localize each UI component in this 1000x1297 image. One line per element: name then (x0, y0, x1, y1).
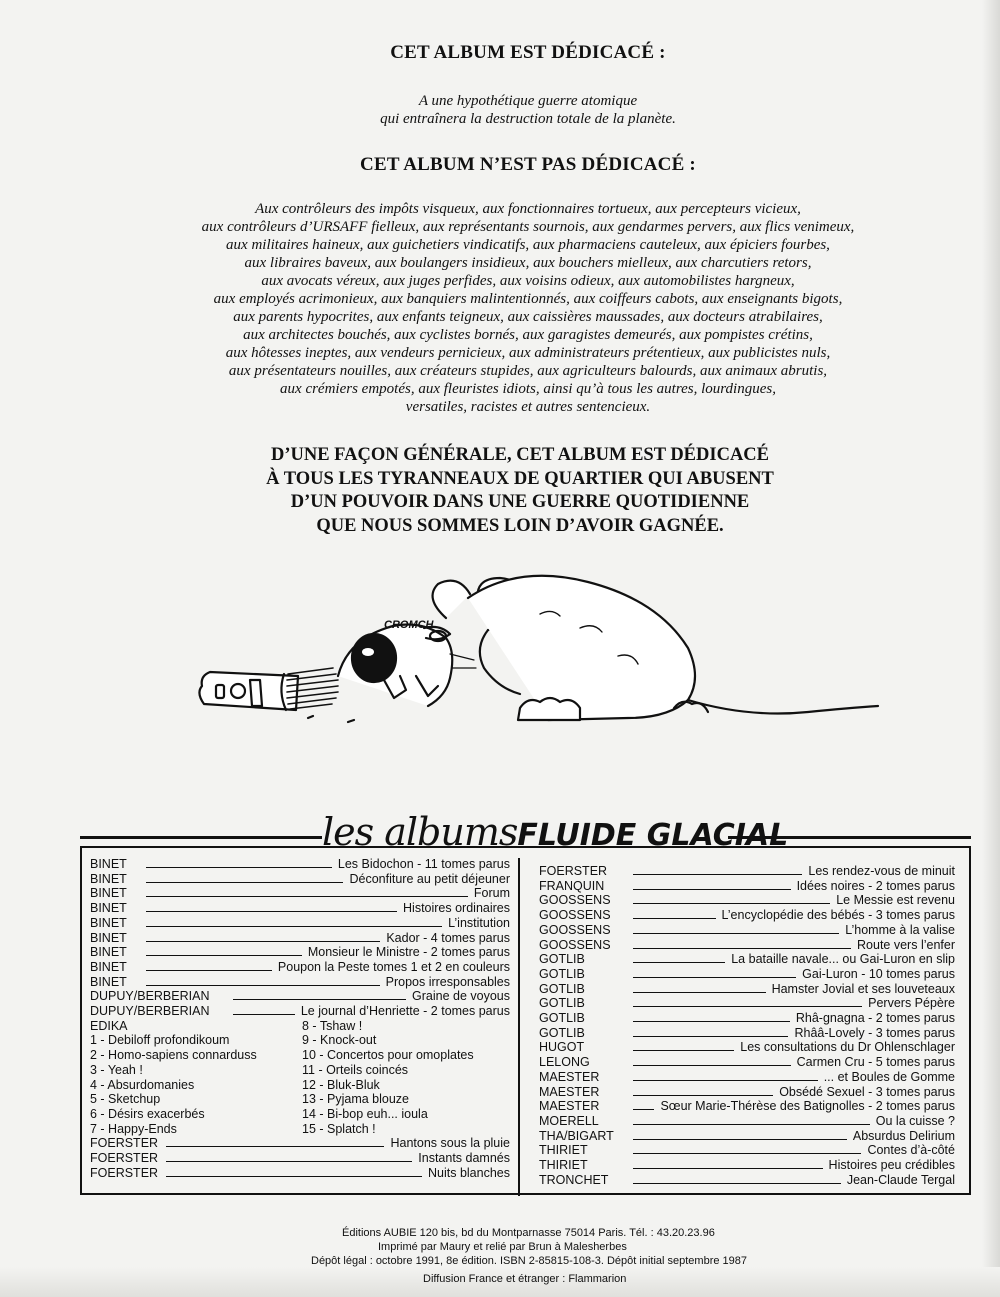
entry-author: GOTLIB (539, 966, 585, 981)
catalog-entry (539, 893, 955, 908)
entry-author: THA/BIGART (539, 1128, 614, 1143)
entry-title: Carmen Cru - 5 tomes parus (796, 1055, 955, 1070)
entry-title: Nuits blanches (428, 1165, 510, 1180)
entry-author: FOERSTER (539, 864, 608, 878)
paragraph-line: aux militaires haineux, aux guichetiers vindicatifs, aux pharmaciens cauteleux, aux épiciers fourbes, (226, 237, 830, 253)
edika-title: 13 - Pyjama blouze (302, 1092, 410, 1107)
general-line: À TOUS LES TYRANNEAUX DE QUARTIER QUI ABUSENT (266, 468, 774, 489)
paragraph-line: aux avocats véreux, aux juges perfides, aux voisins odieux, aux automobilistes hargneux, (261, 273, 795, 289)
catalog-entry (90, 1004, 510, 1019)
entry-title: Déconfiture au petit déjeuner (349, 871, 510, 886)
edika-title: 15 - Splatch ! (302, 1121, 376, 1136)
entry-leader-line (633, 1109, 654, 1110)
entry-leader-line (146, 882, 343, 883)
catalog-entry (539, 1026, 955, 1041)
entry-title: Rhâ-gnagna - 2 tomes parus (795, 1011, 955, 1025)
catalog-entry (90, 916, 510, 931)
entry-leader-line (633, 903, 830, 904)
catalog-entry (90, 872, 510, 887)
entry-leader-line (633, 1006, 862, 1007)
entry-author: FOERSTER (90, 1165, 159, 1180)
catalog-entry (90, 931, 510, 946)
entry-author: HUGOT (539, 1040, 585, 1055)
entry-leader-line (633, 918, 716, 919)
catalog-entry (539, 1114, 955, 1129)
entry-author: GOOSSENS (539, 922, 611, 937)
catalog-entry (539, 1085, 955, 1100)
catalog-entry (539, 1055, 955, 1070)
entry-leader-line (633, 1036, 788, 1037)
entry-leader-line (146, 867, 332, 868)
entry-title: Sœur Marie-Thérèse des Batignolles - 2 tomes parus (660, 1099, 955, 1114)
catalog-entry (539, 1129, 955, 1144)
edika-title: 4 - Absurdomanies (90, 1077, 195, 1092)
entry-title: Monsieur le Ministre - 2 tomes parus (307, 945, 510, 960)
entry-leader-line (633, 1153, 861, 1154)
catalog-entry (90, 1166, 510, 1181)
entry-title: Les consultations du Dr Ohlenschlager (740, 1040, 955, 1055)
entry-title: Kador - 4 tomes parus (386, 930, 510, 945)
entry-title: Les rendez-vous de minuit (808, 864, 955, 878)
entry-author: DUPUY/BERBERIAN (90, 1004, 210, 1018)
entry-title: ... et Boules de Gomme (823, 1069, 955, 1084)
entry-title: Pervers Pépère (868, 996, 955, 1011)
catalog-entry (539, 1099, 955, 1114)
paragraph-line: aux architectes bouchés, aux cyclistes bornés, aux garagistes demeurés, aux pompistes crétins, (243, 327, 813, 343)
entry-title: Les Bidochon - 11 tomes parus (337, 857, 510, 871)
paragraph-line: aux libraires baveux, aux boulangers insidieux, aux bouchers mielleux, aux charcutiers retors, (244, 255, 812, 271)
entry-title: Idées noires - 2 tomes parus (796, 878, 955, 893)
entry-leader-line (146, 941, 380, 942)
entry-title: Jean-Claude Tergal (846, 1172, 955, 1187)
entry-author: BINET (90, 871, 127, 886)
catalog-entry (539, 908, 955, 923)
edika-title: 11 - Orteils coincés (302, 1062, 409, 1077)
catalog-entry (90, 857, 510, 872)
page-edge-shadow (982, 0, 1000, 1297)
entry-leader-line (233, 1014, 295, 1015)
entry-title: Rhââ-Lovely - 3 tomes parus (794, 1025, 955, 1040)
catalog-entry (539, 1040, 955, 1055)
entry-author: GOTLIB (539, 1011, 585, 1025)
entry-leader-line (166, 1146, 384, 1147)
edika-author: EDIKA (90, 1018, 128, 1033)
entry-leader-line (633, 992, 766, 993)
entry-author: BINET (90, 945, 127, 960)
paragraph-line: Aux contrôleurs des impôts visqueux, aux fonctionnaires tortueux, aux percepteurs vicieux, (255, 201, 801, 217)
entry-author: BINET (90, 901, 127, 916)
catalog-entry (90, 1136, 510, 1151)
catalog-entry (539, 982, 955, 997)
paragraph-line: aux présentateurs nouilles, aux créateurs stupides, aux agriculteurs balourds, aux animaux abrutis, (228, 363, 828, 379)
entry-leader-line (633, 1124, 870, 1125)
entry-leader-line (633, 977, 796, 978)
entry-title: Route vers l’enfer (857, 937, 955, 952)
entry-leader-line (146, 911, 397, 912)
entry-title: Hamster Jovial et ses louveteaux (771, 981, 955, 996)
edika-title: 6 - Désirs exacerbés (90, 1106, 205, 1121)
catalog-entry (539, 879, 955, 894)
entry-author: THIRIET (539, 1158, 588, 1172)
catalog-entry (90, 989, 510, 1004)
entry-title: Hantons sous la pluie (390, 1136, 510, 1151)
entry-leader-line (633, 1168, 823, 1169)
entry-title: Ou la cuisse ? (875, 1113, 955, 1128)
catalog-entry (90, 901, 510, 916)
entry-author: MAESTER (539, 1069, 600, 1084)
catalog-entry (539, 996, 955, 1011)
entry-leader-line (633, 1080, 818, 1081)
entry-author: FOERSTER (90, 1151, 159, 1165)
general-line: D’UN POUVOIR DANS UNE GUERRE QUOTIDIENNE (290, 492, 750, 512)
entry-title: Graine de voyous (412, 989, 510, 1004)
entry-author: LELONG (539, 1055, 590, 1070)
catalog-entry (90, 886, 510, 901)
catalog-entry (539, 952, 955, 967)
entry-author: MAESTER (539, 1084, 600, 1099)
entry-leader-line (633, 948, 851, 949)
entry-leader-line (146, 955, 302, 956)
printer-line: Imprimé par Maury et relié par Brun à Malesherbes (378, 1241, 627, 1253)
entry-author: FOERSTER (90, 1136, 159, 1151)
edika-title: 5 - Sketchup (90, 1092, 161, 1107)
entry-title: Forum (473, 886, 510, 901)
entry-title: L’homme à la valise (845, 922, 955, 937)
entry-leader-line (633, 874, 802, 875)
non-dedication-heading: CET ALBUM N’EST PAS DÉDICACÉ : (360, 154, 696, 175)
entry-leader-line (633, 1065, 791, 1066)
catalog-entry (90, 960, 510, 975)
entry-title: Contes d’à-côté (867, 1143, 955, 1158)
entry-title: L’institution (448, 915, 510, 930)
general-dedication (0, 444, 1000, 538)
edika-title: 3 - Yeah ! (90, 1062, 143, 1077)
dedication-line: qui entraînera la destruction totale de la planète. (380, 111, 676, 127)
entry-author: BINET (90, 915, 127, 930)
sound-effect-text: CROMCH (384, 619, 434, 631)
entry-leader-line (633, 1021, 790, 1022)
dedication-text (0, 92, 1000, 128)
catalog-entry (539, 1070, 955, 1085)
entry-leader-line (633, 1139, 847, 1140)
entry-title: Obsédé Sexuel - 3 tomes parus (779, 1084, 955, 1099)
entry-author: TRONCHET (539, 1172, 609, 1187)
catalog-entry (90, 975, 510, 990)
entry-author: BINET (90, 959, 127, 974)
entry-leader-line (233, 999, 406, 1000)
entry-title: Poupon la Peste tomes 1 et 2 en couleurs (277, 959, 510, 974)
catalog-entry (90, 945, 510, 960)
catalog-entry (539, 1011, 955, 1026)
entry-title: Propos irresponsables (385, 974, 510, 989)
catalog-divider (518, 858, 520, 1196)
entry-leader-line (146, 970, 272, 971)
non-dedication-paragraph (0, 200, 1000, 416)
banner-rule-left (80, 836, 322, 839)
entry-author: MAESTER (539, 1099, 600, 1114)
catalog-entry (539, 1143, 955, 1158)
banner-brand: FLUIDE GLACIAL (517, 818, 789, 853)
catalog-entry (539, 938, 955, 953)
edika-title: 10 - Concertos pour omoplates (302, 1048, 474, 1063)
entry-author: BINET (90, 930, 127, 945)
entry-author: GOTLIB (539, 952, 585, 967)
catalog-entry (539, 864, 955, 879)
entry-title: Absurdus Delirium (852, 1128, 955, 1143)
entry-title: Instants damnés (418, 1151, 510, 1165)
entry-leader-line (633, 1095, 773, 1096)
entry-author: GOOSSENS (539, 908, 611, 923)
entry-title: Le journal d’Henriette - 2 tomes parus (300, 1004, 510, 1018)
entry-author: BINET (90, 886, 127, 901)
edika-title: 12 - Bluk-Bluk (302, 1077, 380, 1092)
catalog-entry (539, 1173, 955, 1188)
publisher-line: Éditions AUBIE 120 bis, bd du Montparnasse 75014 Paris. Tél. : 43.20.23.96 (342, 1227, 715, 1239)
entry-author: BINET (90, 857, 127, 871)
catalog-entry (539, 1158, 955, 1173)
catalog-entry (539, 923, 955, 938)
entry-author: DUPUY/BERBERIAN (90, 989, 210, 1004)
entry-author: GOTLIB (539, 996, 585, 1011)
rat-illustration (188, 568, 888, 738)
paragraph-line: aux contrôleurs d’URSAFF fielleux, aux représentants sournois, aux gendarmes pervers, aux flics venimeux, (201, 219, 855, 235)
entry-author: MOERELL (539, 1113, 599, 1128)
paragraph-line: aux crémiers empotés, aux fleuristes idiots, ainsi qu’à tous les autres, lourdingues, (280, 381, 776, 397)
entry-title: Le Messie est revenu (836, 893, 955, 908)
paragraph-line: aux hôtesses ineptes, aux vendeurs pernicieux, aux administrateurs prétentieux, aux publicistes nuls, (225, 345, 831, 361)
entry-leader-line (633, 933, 839, 934)
edika-title: 7 - Happy-Ends (90, 1121, 177, 1136)
edika-title: 8 - Tshaw ! (302, 1018, 363, 1033)
distribution-line: Diffusion France et étranger : Flammarion (423, 1273, 627, 1285)
edika-title: 14 - Bi-bop euh... ioula (302, 1106, 428, 1121)
entry-leader-line (633, 889, 791, 890)
entry-leader-line (166, 1176, 422, 1177)
entry-leader-line (166, 1161, 412, 1162)
edika-title: 1 - Debiloff profondikoum (90, 1033, 230, 1048)
entry-leader-line (146, 985, 380, 986)
paragraph-line: versatiles, racistes et autres sentencieux. (405, 399, 651, 415)
dedication-heading: CET ALBUM EST DÉDICACÉ : (390, 42, 666, 63)
entry-leader-line (146, 896, 468, 897)
catalog-entry (90, 1151, 510, 1166)
general-line: D’UNE FAÇON GÉNÉRALE, CET ALBUM EST DÉDICACÉ (270, 445, 770, 465)
entry-leader-line (633, 1183, 841, 1184)
entry-title: L’encyclopédie des bébés - 3 tomes parus (721, 908, 955, 923)
entry-leader-line (633, 962, 725, 963)
banner-lowercase: les albums (322, 810, 518, 854)
entry-author: GOOSSENS (539, 893, 611, 908)
paragraph-line: aux parents hypocrites, aux enfants teigneux, aux caissières maussades, aux docteurs atrabilaires, (233, 309, 823, 325)
general-line: QUE NOUS SOMMES LOIN D’AVOIR GAGNÉE. (316, 515, 724, 536)
edika-title: 9 - Knock-out (302, 1033, 377, 1048)
entry-author: BINET (90, 974, 127, 989)
legal-line: Dépôt légal : octobre 1991, 8e édition. ISBN 2-85815-108-3. Dépôt initial septembre 1987 (311, 1255, 748, 1267)
entry-author: GOTLIB (539, 1025, 585, 1040)
edika-title: 2 - Homo-sapiens connarduss (90, 1048, 257, 1063)
entry-author: GOOSSENS (539, 937, 611, 952)
entry-leader-line (633, 1050, 734, 1051)
dedication-line: A une hypothétique guerre atomique (418, 93, 638, 109)
entry-title: Histoires ordinaires (403, 901, 510, 916)
entry-author: FRANQUIN (539, 878, 605, 893)
entry-title: La bataille navale... ou Gai-Luron en slip (731, 952, 955, 967)
entry-leader-line (146, 926, 442, 927)
entry-author: GOTLIB (539, 981, 585, 996)
catalog-entry (539, 967, 955, 982)
entry-title: Histoires peu crédibles (828, 1158, 955, 1172)
entry-author: THIRIET (539, 1143, 588, 1158)
entry-title: Gai-Luron - 10 tomes parus (802, 966, 955, 981)
paragraph-line: aux employés acrimonieux, aux banquiers malintentionnés, aux coiffeurs cabots, aux enseignants bigots, (213, 291, 843, 307)
